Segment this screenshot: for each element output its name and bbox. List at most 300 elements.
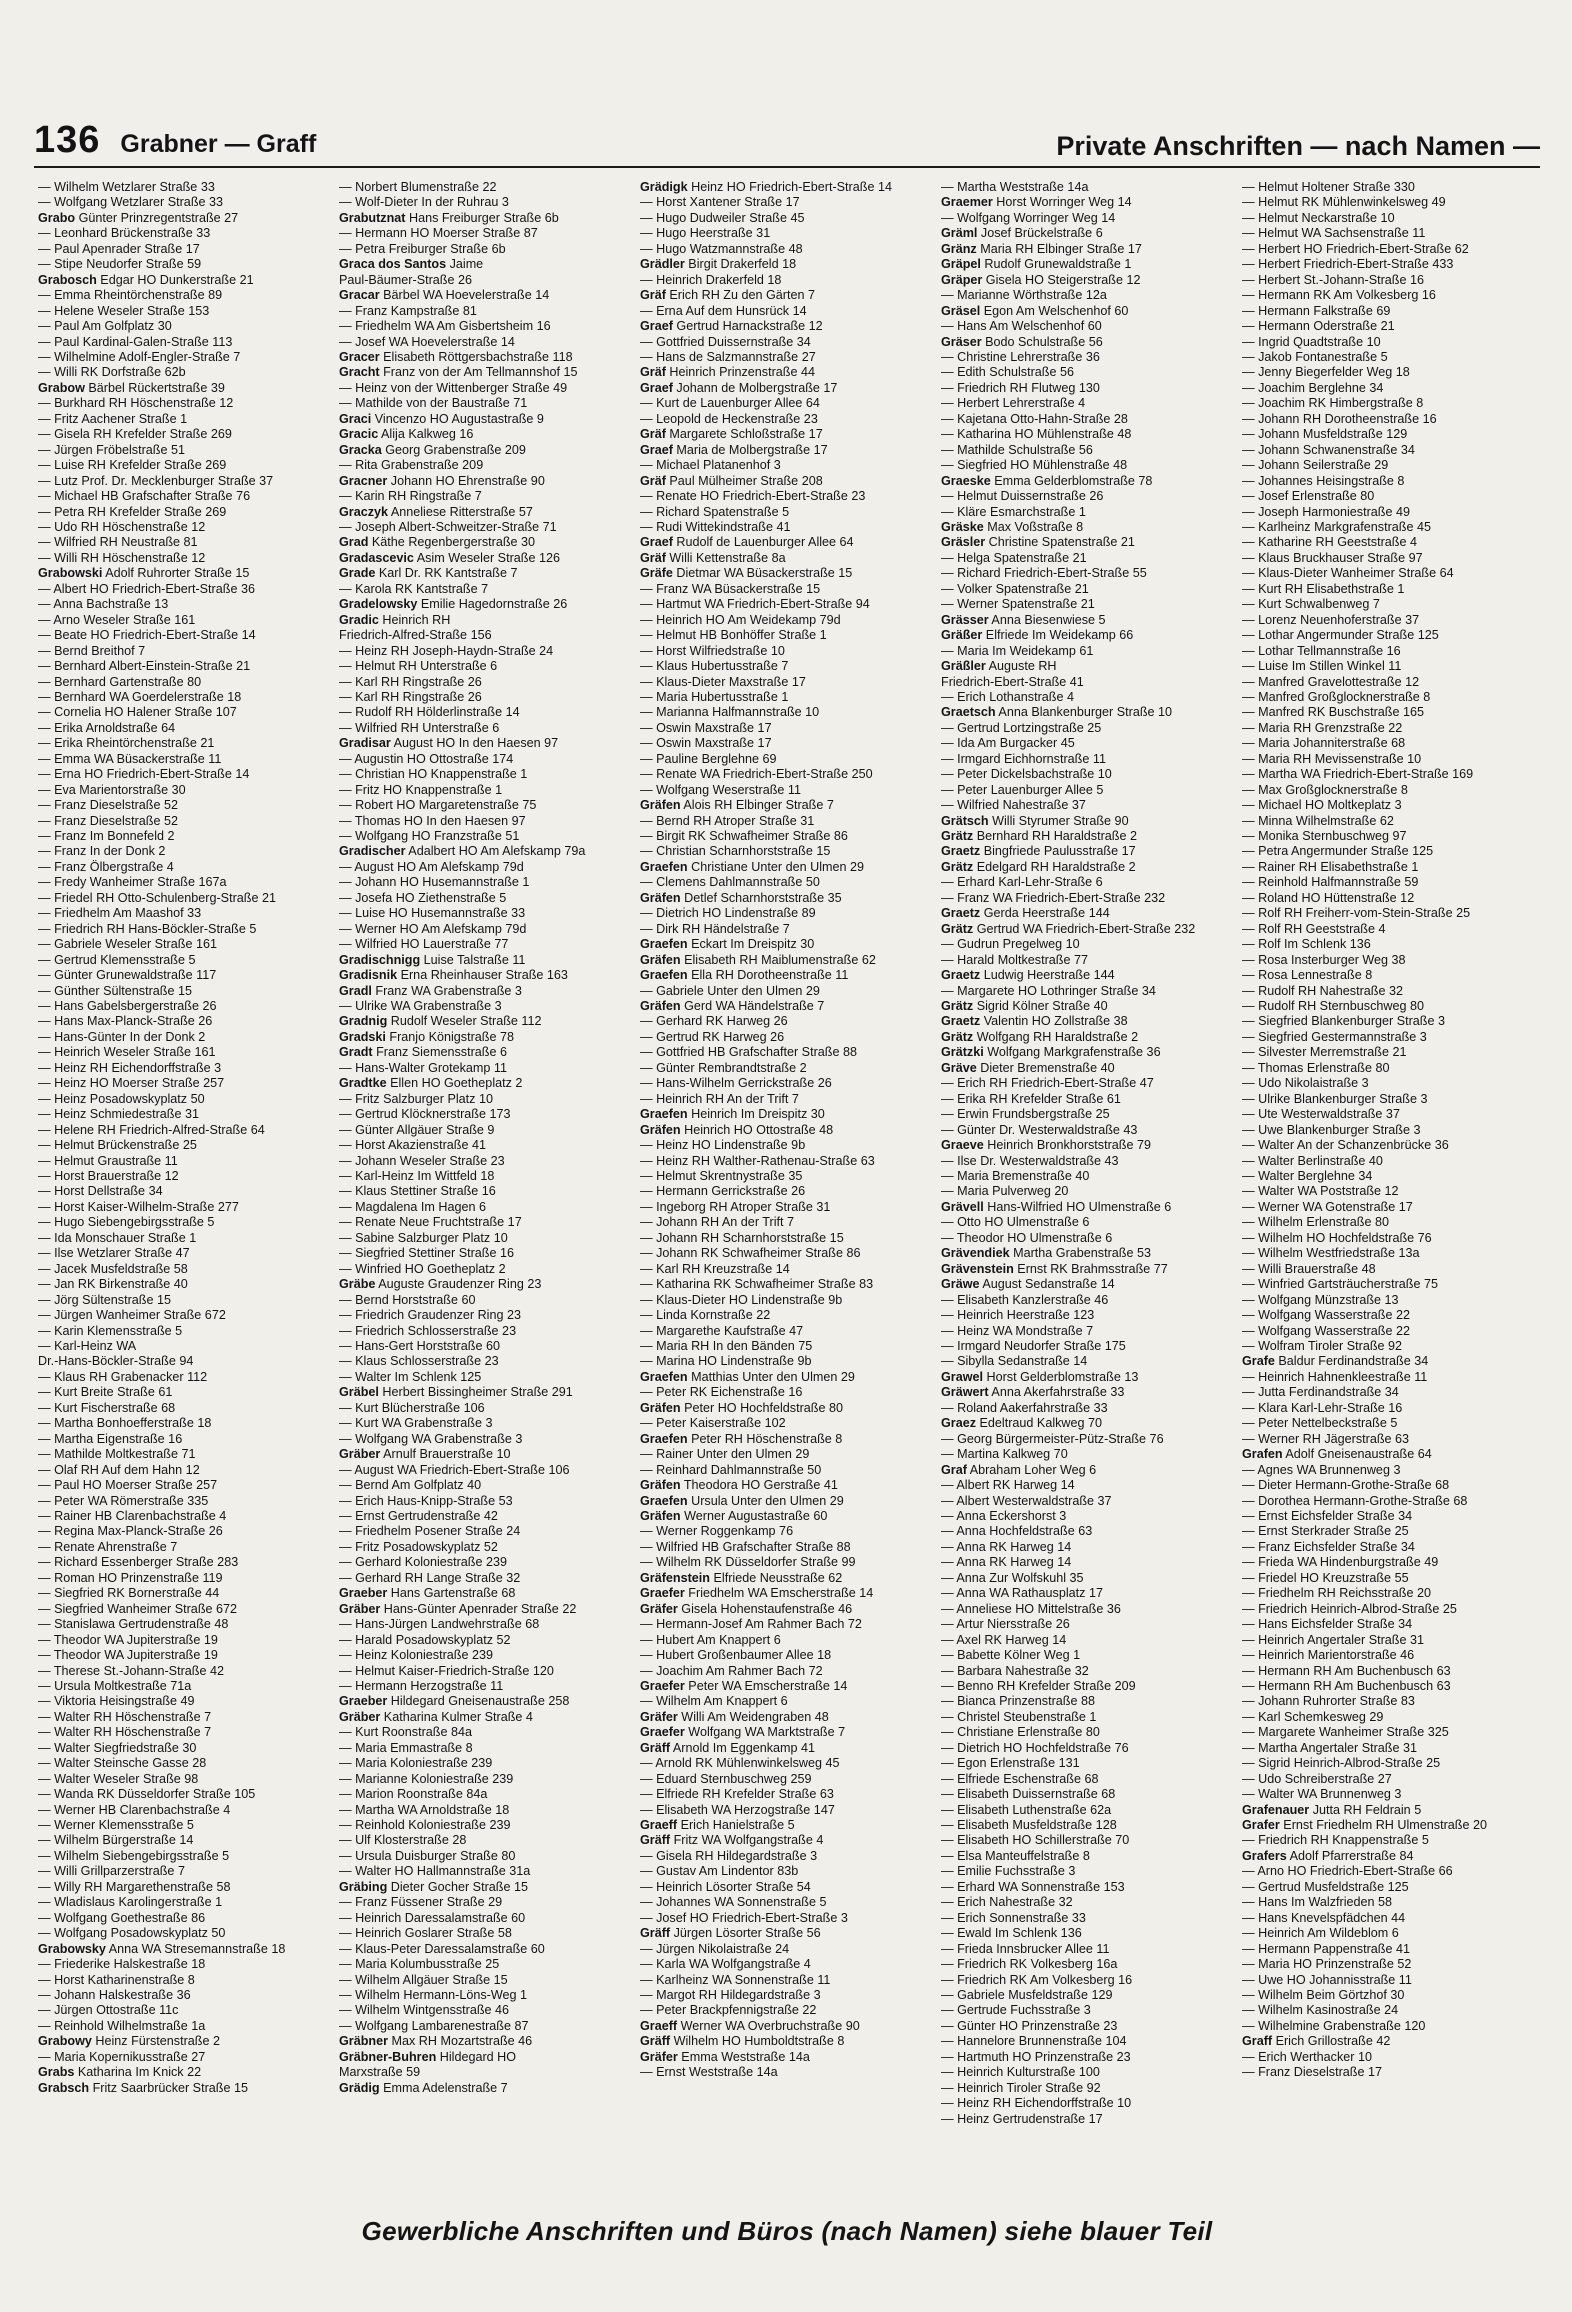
entry-text: — Dietrich HO Lindenstraße 89 [640,906,816,921]
entry-text: — Anna Zur Wolfskuhl 35 [941,1570,1084,1585]
directory-entry [38,2034,331,2049]
directory-entry [1242,1895,1535,1910]
directory-entry [1242,304,1535,319]
directory-entry [941,1911,1234,1926]
entry-text: — Maria Kolumbusstraße 25 [339,1957,500,1972]
entry-text: — Josef WA Hoevelerstraße 14 [339,334,515,349]
directory-entry [1242,505,1535,520]
entry-text: — Ursula Moltkestraße 71a [38,1678,192,1693]
directory-entry [38,1926,331,1941]
directory-entry [640,984,933,999]
directory-entry [339,1540,632,1555]
directory-entry [640,582,933,597]
entry-text: — Wladislaus Karolingerstraße 1 [38,1895,223,1910]
directory-entry [941,396,1234,411]
entry-text: — Willi Brauerstraße 48 [1242,1261,1376,1276]
directory-entry [339,1849,632,1864]
entry-text: Johann HO Ehrenstraße 90 [387,473,545,488]
entry-text: — Franz Im Bonnefeld 2 [38,829,175,844]
entry-text: — Hans Am Welschenhof 60 [941,319,1102,334]
directory-entry [339,1277,632,1292]
directory-entry [640,1107,933,1122]
entry-text: — Rudolf RH Nahestraße 32 [1242,983,1403,998]
directory-entry [1242,1741,1535,1756]
directory-entry [640,860,933,875]
entry-text: — Wilhelm Hermann-Löns-Weg 1 [339,1988,528,2003]
surname: Graefen [640,1431,688,1446]
entry-text: — August HO Am Alefskamp 79d [339,859,524,874]
entry-text: — Katharine RH Geeststraße 4 [1242,535,1417,550]
directory-entry [339,1169,632,1184]
directory-entry [941,1014,1234,1029]
entry-text: — Benno RH Krefelder Straße 209 [941,1678,1136,1693]
entry-text: — Helene RH Friedrich-Alfred-Straße 64 [38,1122,265,1137]
entry-text: — Anna Eckershorst 3 [941,1508,1067,1523]
entry-text: — Gisela RH Hildegardstraße 3 [640,1848,818,1863]
directory-entry [1242,1014,1535,1029]
directory-entry [38,2019,331,2034]
entry-text: — Heinz Koloniestraße 239 [339,1648,494,1663]
directory-entry [1242,520,1535,535]
directory-entry [640,613,933,628]
entry-text: — Lorenz Neuenhoferstraße 37 [1242,612,1420,627]
directory-entry [38,1787,331,1802]
entry-text: — Heinrich HO Am Weidekamp 79d [640,612,841,627]
entry-text: Gerda Heerstraße 144 [980,906,1110,921]
entry-text: — Karla WA Wolfgangstraße 4 [640,1957,811,1972]
directory-entry [1242,1169,1535,1184]
entry-text: — Maria Im Weidekamp 61 [941,643,1094,658]
directory-entry [1242,1123,1535,1138]
directory-entry [941,2003,1234,2018]
entry-text: — Erich RH Friedrich-Ebert-Straße 47 [941,1076,1154,1091]
surname: Gräfen [640,798,681,813]
directory-entry [941,1555,1234,1570]
directory-entry [640,1849,933,1864]
entry-text: — Gerhard Koloniestraße 239 [339,1555,508,1570]
entry-text: — Karlheinz Markgrafenstraße 45 [1242,519,1431,534]
entry-text: Dr.-Hans-Böckler-Straße 94 [38,1354,194,1369]
directory-entry [339,1973,632,1988]
directory-entry [38,1432,331,1447]
entry-text: — Helmut Brückenstraße 25 [38,1138,197,1153]
entry-text: — Richard Spatenstraße 5 [640,504,790,519]
directory-entry [38,628,331,643]
entry-text: — Elisabeth Luthenstraße 62a [941,1802,1112,1817]
surname: Gräpel [941,257,981,272]
entry-text: — Gabriele Weseler Straße 161 [38,937,217,952]
entry-text: — Bernd Am Golfplatz 40 [339,1478,482,1493]
directory-entry [38,1710,331,1725]
directory-entry [640,675,933,690]
directory-entry [941,1617,1234,1632]
entry-text: — Walter An der Schanzenbrücke 36 [1242,1138,1449,1153]
directory-entry [1242,1231,1535,1246]
entry-text: — Anneliese HO Mittelstraße 36 [941,1601,1121,1616]
entry-text: — Hugo Watzmannstraße 48 [640,241,803,256]
directory-entry [640,1633,933,1648]
directory-entry [1242,1308,1535,1323]
entry-text: — Margot RH Hildegardstraße 3 [640,1988,821,2003]
directory-column-3 [636,180,937,2202]
directory-entry [38,984,331,999]
entry-text: — Klaus Bruckhauser Straße 97 [1242,550,1423,565]
directory-entry [38,242,331,257]
directory-entry [38,211,331,226]
directory-entry [640,1385,933,1400]
entry-text: — Petra Angermunder Straße 125 [1242,844,1434,859]
directory-entry [38,1694,331,1709]
entry-text: — Renate WA Friedrich-Ebert-Straße 250 [640,767,873,782]
directory-entry [1242,551,1535,566]
entry-text: — Josefa HO Ziethenstraße 5 [339,890,507,905]
entry-text: Peter HO Hochfeldstraße 80 [680,1400,843,1415]
entry-text: — Erich Werthacker 10 [1242,2049,1372,2064]
directory-entry [941,1849,1234,1864]
directory-entry [941,1092,1234,1107]
surname: Gradl [339,983,372,998]
directory-entry [640,2019,933,2034]
entry-text: Käthe Regenbergerstraße 30 [368,535,536,550]
entry-text: Karl Dr. RK Kantstraße 7 [375,566,518,581]
directory-entry [1242,1184,1535,1199]
surname: Gräber [339,1709,381,1724]
entry-text: — Wolfgang Posadowskyplatz 50 [38,1926,226,1941]
directory-entry [339,814,632,829]
directory-entry [1242,1107,1535,1122]
directory-entry [38,1911,331,1926]
entry-text: Bingfriede Paulusstraße 17 [980,844,1136,859]
entry-text: — Uwe Blankenburger Straße 3 [1242,1122,1421,1137]
entry-text: — Erika RH Krefelder Straße 61 [941,1091,1121,1106]
directory-entry [640,257,933,272]
surname: Grafen [1242,1447,1283,1462]
directory-entry [38,1555,331,1570]
directory-entry [941,690,1234,705]
directory-entry [640,705,933,720]
entry-text: — Eva Marientorstraße 30 [38,782,186,797]
entry-text: — Peter Nettelbeckstraße 5 [1242,1416,1398,1431]
surname: Graefer [640,1725,685,1740]
directory-entry [1242,1725,1535,1740]
directory-entry [339,1942,632,1957]
directory-entry [941,1061,1234,1076]
directory-entry [339,829,632,844]
directory-entry [38,1849,331,1864]
directory-entry [941,335,1234,350]
directory-entry [38,2050,331,2065]
entry-text: — Klaus-Peter Daressalamstraße 60 [339,1941,545,1956]
directory-entry [941,551,1234,566]
directory-entry [38,505,331,520]
directory-entry [1242,1911,1535,1926]
entry-text: — Maria Bremenstraße 40 [941,1169,1090,1183]
directory-entry [339,1602,632,1617]
entry-text: Wolfgang Markgrafenstraße 36 [983,1045,1161,1060]
entry-text: — Anna Bachstraße 13 [38,597,169,612]
surname: Graci [339,411,372,426]
directory-entry [1242,1370,1535,1385]
entry-text: — Wilhelm Siebengebirgsstraße 5 [38,1848,230,1863]
entry-text: — Herbert St.-Johann-Straße 16 [1242,272,1424,287]
entry-text: Valentin HO Zollstraße 38 [980,1014,1128,1029]
entry-text: — Emma WA Büsackerstraße 11 [38,751,222,766]
directory-entry [38,1262,331,1277]
directory-entry [339,304,632,319]
entry-text: — Luise Im Stillen Winkel 11 [1242,659,1402,674]
entry-text: — Johann RH Dorotheenstraße 16 [1242,411,1437,426]
directory-entry [38,1494,331,1509]
entry-text: — Wolf-Dieter In der Ruhrau 3 [339,195,509,210]
entry-text: — Wilhelm Am Knappert 6 [640,1694,788,1709]
directory-entry [339,1895,632,1910]
entry-text: — Wilfried HO Lauerstraße 77 [339,937,509,952]
entry-text: — Olaf RH Auf dem Hahn 12 [38,1462,200,1477]
entry-text: — Fritz Posadowskyplatz 52 [339,1539,498,1554]
entry-text: Gerd WA Händelstraße 7 [680,999,825,1014]
entry-text: — Margarete Wanheimer Straße 325 [1242,1725,1449,1740]
surname: Grätz [941,829,974,844]
entry-text: — Harald Moltkestraße 77 [941,952,1088,967]
entry-text: — Heinrich Tiroler Straße 92 [941,2080,1101,2095]
entry-text: — Helmut Graustraße 11 [38,1153,178,1168]
entry-text: — Georg Bürgermeister-Pütz-Straße 76 [941,1431,1164,1446]
directory-entry [339,2019,632,2034]
directory-entry [1242,844,1535,859]
entry-text: Max Voßstraße 8 [983,519,1084,534]
entry-text: — Erhard WA Sonnenstraße 153 [941,1879,1125,1894]
entry-text: — Helmut RH Unterstraße 6 [339,659,498,674]
directory-entry [640,1246,933,1261]
surname: Gradski [339,1029,386,1044]
entry-text: — Rita Grabenstraße 209 [339,458,484,473]
directory-entry [640,1154,933,1169]
surname: Gräfen [640,952,681,967]
entry-text: — Otto HO Ulmenstraße 6 [941,1215,1090,1230]
entry-text: — Hans-Walter Grotekamp 11 [339,1060,507,1075]
entry-text: Gisela HO Steigerstraße 12 [982,272,1141,287]
directory-entry [339,458,632,473]
entry-text: — Wilfried RH Neustraße 81 [38,535,198,550]
entry-text: — Friederike Halskestraße 18 [38,1957,206,1972]
entry-text: — Franz Eichsfelder Straße 34 [1242,1539,1415,1554]
directory-entry [640,644,933,659]
directory-entry [941,2065,1234,2080]
surname: Gräf [640,427,666,442]
entry-text: — Kurt Fischerstraße 68 [38,1400,176,1415]
entry-text: — Wilfried Nahestraße 37 [941,798,1086,813]
entry-text: — Michael Platanenhof 3 [640,458,781,473]
entry-text: — Martha Angertaler Straße 31 [1242,1740,1417,1755]
directory-entry [1242,906,1535,921]
entry-text: — Jürgen Wanheimer Straße 672 [38,1308,226,1323]
entry-text: — Bernhard Albert-Einstein-Straße 21 [38,659,251,674]
directory-entry [38,1772,331,1787]
directory-entry [38,1803,331,1818]
entry-text: — Hugo Heerstraße 31 [640,226,771,241]
entry-text: — Jörg Sültenstraße 15 [38,1292,171,1307]
entry-text: — Peter Brackpfennigstraße 22 [640,2003,817,2018]
entry-text: — Mathilde Schulstraße 56 [941,442,1093,457]
directory-entry [339,1617,632,1632]
entry-text: Anna Blankenburger Straße 10 [995,705,1173,720]
entry-text: Hildegard HO [436,2049,517,2064]
directory-entry [1242,1061,1535,1076]
directory-entry [38,844,331,859]
directory-entry [941,273,1234,288]
directory-entry [339,1184,632,1199]
entry-text: — Friedrich Graudenzer Ring 23 [339,1308,521,1323]
entry-text: — Volker Spatenstraße 21 [941,581,1089,596]
entry-text: Franz WA Grabenstraße 3 [371,983,522,998]
entry-text: — Willi Grillparzerstraße 7 [38,1864,185,1879]
directory-entry [1242,226,1535,241]
surname: Graetz [941,844,981,859]
entry-text: — Elfriede RH Krefelder Straße 63 [640,1787,834,1802]
entry-text: — Erich Sonnenstraße 33 [941,1910,1086,1925]
entry-text: — Ida Monschauer Straße 1 [38,1230,197,1245]
directory-entry [38,937,331,952]
entry-text: — Johann Schwanenstraße 34 [1242,442,1415,457]
surname: Graefer [640,1586,685,1601]
directory-column-4 [937,180,1238,2202]
entry-text: — Karin Klemensstraße 5 [38,1323,183,1338]
directory-entry [941,906,1234,921]
entry-text: Abraham Loher Weg 6 [966,1462,1097,1477]
entry-text: — Heinz RH Joseph-Haydn-Straße 24 [339,643,554,658]
directory-entry [1242,1401,1535,1416]
directory-entry [640,752,933,767]
entry-text: Erich Hanielstraße 5 [677,1818,795,1833]
entry-text: — Werner HO Am Alefskamp 79d [339,921,527,936]
page-number: 136 [34,119,101,161]
entry-text: — Rolf Im Schlenk 136 [1242,937,1371,952]
directory-entry [941,798,1234,813]
entry-text: Willi Styrumer Straße 90 [988,813,1129,828]
entry-text: — Linda Kornstraße 22 [640,1308,771,1323]
directory-entry [941,1586,1234,1601]
surname: Gräbel [339,1385,379,1400]
entry-text: — Siegfried Gestermannstraße 3 [1242,1029,1427,1044]
entry-text: — Helmut RK Mühlenwinkelsweg 49 [1242,195,1446,210]
directory-entry [38,335,331,350]
surname: Graf [941,1462,967,1477]
directory-entry [1242,566,1535,581]
directory-entry [38,891,331,906]
entry-text: — Wolfgang Weserstraße 11 [640,782,801,797]
surname: Grädig [339,2080,380,2095]
directory-entry [1242,1200,1535,1215]
surname: Grabo [38,210,76,225]
entry-text: — Franz WA Büsackerstraße 15 [640,581,821,596]
directory-entry [941,2096,1234,2111]
entry-text: — Lothar Tellmannstraße 16 [1242,643,1401,658]
directory-entry [941,1324,1234,1339]
directory-entry [941,1803,1234,1818]
entry-text: Fritz Saarbrücker Straße 15 [89,2080,248,2095]
directory-entry [640,1354,933,1369]
directory-entry [941,1494,1234,1509]
directory-entry [38,798,331,813]
entry-text: — Kurt Blücherstraße 106 [339,1400,485,1415]
entry-text: — Gertrud RK Harweg 26 [640,1029,785,1044]
entry-text: — Heinz Gertrudenstraße 17 [941,2111,1103,2126]
entry-text: — Reinhold Wilhelmstraße 1a [38,2018,206,2033]
entry-text: Ella RH Dorotheenstraße 11 [687,968,849,983]
directory-entry [339,906,632,921]
directory-entry [38,1524,331,1539]
entry-text: — Anna Hochfeldstraße 63 [941,1524,1093,1539]
entry-text: — Bernd Horststraße 60 [339,1292,476,1307]
surname: Gräsler [941,535,986,550]
entry-text: — Josef HO Friedrich-Ebert-Straße 3 [640,1910,848,1925]
surname: Graefen [640,968,688,983]
entry-text: — Christel Steubenstraße 1 [941,1709,1097,1724]
entry-text: — Peter Dickelsbachstraße 10 [941,767,1112,782]
surname: Graeff [640,1818,678,1833]
directory-entry [38,1988,331,2003]
entry-text: — Eduard Sternbuschweg 259 [640,1771,812,1786]
entry-text: Hans-Günter Apenrader Straße 22 [380,1601,577,1616]
entry-text: — Wolfgang HO Franzstraße 51 [339,829,520,844]
entry-text: — Heinrich Am Wildeblom 6 [1242,1926,1399,1941]
entry-text: — Fredy Wanheimer Straße 167a [38,875,227,890]
directory-entry [941,1895,1234,1910]
entry-text: — Anna RK Harweg 14 [941,1555,1072,1570]
directory-entry [38,458,331,473]
surname: Gradischer [339,844,406,859]
entry-text: — Albert RK Harweg 14 [941,1478,1075,1493]
directory-entry [38,1664,331,1679]
surname: Grad [339,535,369,550]
entry-text: — Herbert HO Friedrich-Ebert-Straße 62 [1242,241,1469,256]
surname: Graczyk [339,504,389,519]
entry-text: Birgit Drakerfeld 18 [684,257,797,272]
entry-text: Ludwig Heerstraße 144 [980,968,1115,983]
entry-text: — Edith Schulstraße 56 [941,365,1074,380]
entry-text: Anneliese Ritterstraße 57 [388,504,533,519]
entry-text: — Johann RH Scharnhorststraße 15 [640,1230,844,1245]
entry-text: — Walter Weseler Straße 98 [38,1771,199,1786]
directory-entry [1242,783,1535,798]
entry-text: — Siegfried Blankenburger Straße 3 [1242,1014,1446,1029]
entry-text: — Kurt Schwalbenweg 7 [1242,597,1380,612]
entry-text: — Reinhard Dahlmannstraße 50 [640,1462,822,1477]
entry-text: — Ida Am Burgacker 45 [941,736,1075,751]
entry-text: — Karola RK Kantstraße 7 [339,581,489,596]
directory-entry [941,1710,1234,1725]
directory-entry [38,1818,331,1833]
directory-entry [1242,1277,1535,1292]
entry-text: Margarete Schloßstraße 17 [665,427,823,442]
surname: Gradascevic [339,550,414,565]
surname: Gräbner-Buhren [339,2049,437,2064]
directory-entry [1242,891,1535,906]
surname: Grabowski [38,566,103,581]
entry-text: — Wilhelm RK Düsseldorfer Straße 99 [640,1555,856,1570]
directory-entry [339,1246,632,1261]
entry-text: — Viktoria Heisingstraße 49 [38,1694,195,1709]
entry-text: — Hermann Pappenstraße 41 [1242,1941,1411,1956]
surname: Gräfer [640,1709,678,1724]
directory-entry [339,891,632,906]
directory-column-5 [1238,180,1539,2202]
page-header [34,100,1540,168]
entry-text: — Gerhard RH Lange Straße 32 [339,1570,521,1585]
directory-entry [339,551,632,566]
entry-text: — Luise RH Krefelder Straße 269 [38,458,227,473]
entry-text: — Helmut Duissernstraße 26 [941,489,1104,504]
